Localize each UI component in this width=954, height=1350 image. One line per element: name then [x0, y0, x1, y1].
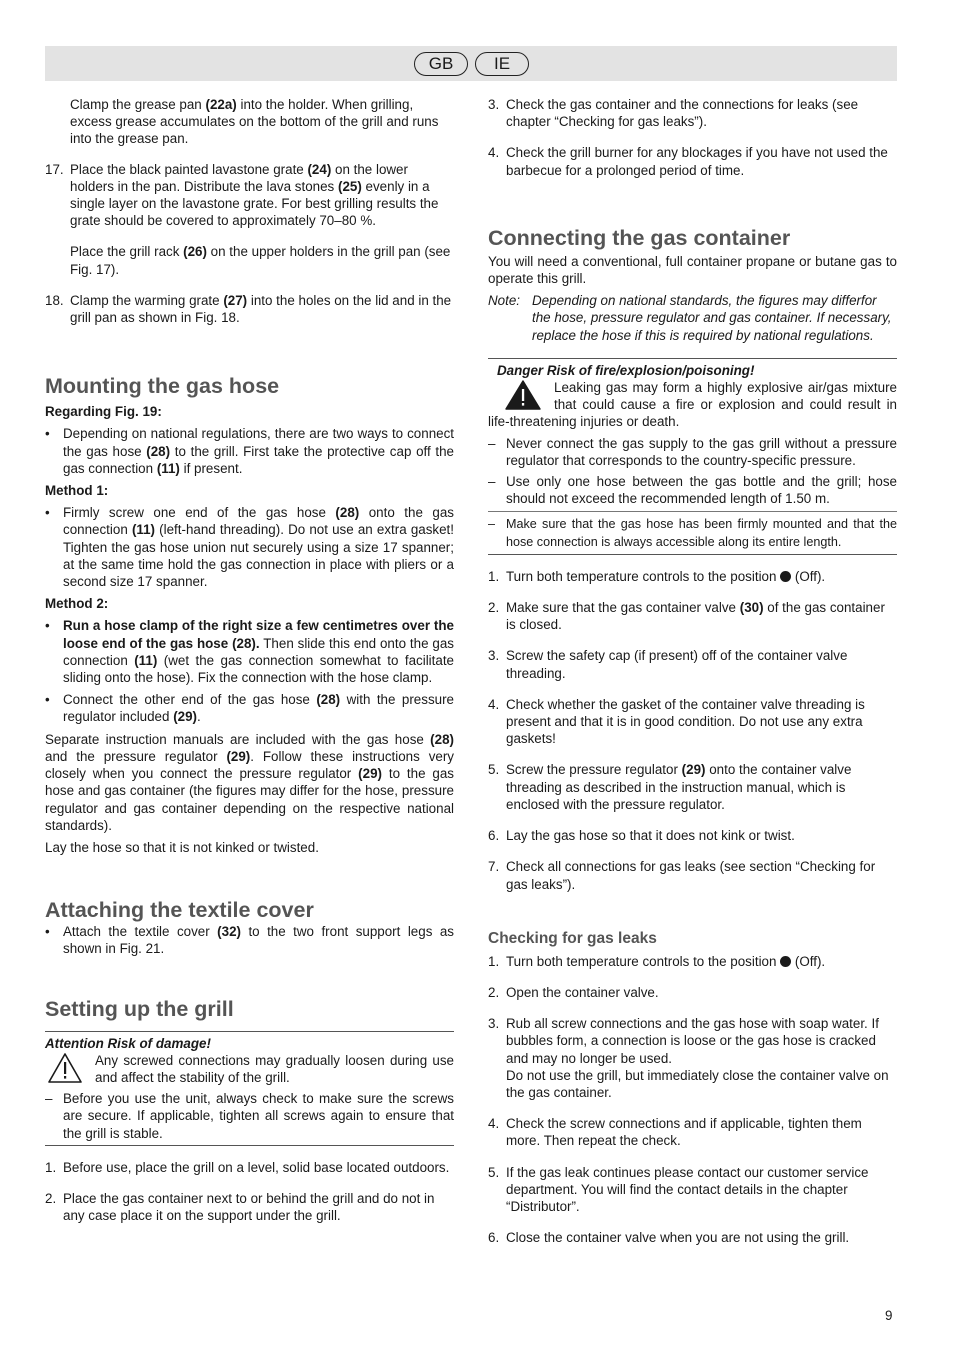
setup-step-2: [45, 1190, 454, 1224]
dash: –: [488, 474, 496, 490]
danger-dash-text: Use only one hose between the gas bottle and the grill; hose should not exceed the recommended length of 1.50 m.: [506, 474, 897, 507]
check-step-5: [488, 1164, 897, 1216]
language-badge-gb: GB: [414, 52, 468, 76]
step-text: Screw the pressure regulator (29) onto the container valve threading as described in the instruction manual, which is enclosed with the pressure regulator.: [506, 762, 852, 812]
list-item-text: Connect the other end of the gas hose (28) with the pressure regulator included (29).: [63, 692, 454, 725]
step-number: 2.: [488, 600, 500, 616]
step-number: 1.: [488, 953, 500, 969]
setup-step-1: [45, 1159, 454, 1176]
step-text: Check whether the gasket of the container valve threading is present and that it is in good condition. Do not use any extra gaskets!: [506, 696, 865, 747]
step-text: Screw the safety cap (if present) off of the container valve threading.: [506, 648, 848, 681]
dash: –: [488, 517, 496, 532]
list-item: [45, 691, 454, 725]
step-number: 2.: [488, 984, 500, 1000]
step-text: Rub all screw connections and the gas hose with soap water. If bubbles form, a connection is loose or the gas hose is cracked and may no longer be used.: [506, 1016, 879, 1066]
left-column: [45, 96, 454, 1224]
step-text-extra: Place the grill rack (26) on the upper holders in the grill pan (see Fig. 17).: [70, 244, 451, 277]
step-number: 3.: [488, 97, 500, 112]
reference-number: (32): [217, 924, 241, 940]
danger-box: [488, 358, 897, 555]
step-text: If the gas leak continues please contact our customer service department. You will find the contact details in the chapter “Distributor”.: [506, 1164, 869, 1214]
step-number: 4.: [488, 1116, 500, 1132]
danger-dash-item: [488, 511, 897, 550]
check-step-6: [488, 1229, 897, 1246]
paragraph-separate-manuals: Separate instruction manuals are included with the gas hose (28) and the pressure regulator (29). Follow these instructions very closely when you connect the pressure regulator (29) to the gas hose and gas container (the figures may differ for the hose, pressure regulator and gas container depending on the respective national standards).: [45, 731, 454, 833]
step-text-part: Turn both temperature controls to the position: [506, 953, 781, 969]
note-text: Depending on national standards, the figures may differfor the hose, pressure regulator and gas container. If necessary, replace the hose if this is required by national regulations.: [532, 293, 892, 343]
step-text: Place the gas container next to or behind the grill and do not in any case place it on the support under the grill.: [63, 1190, 435, 1224]
connect-step-7: [488, 858, 897, 892]
bullet: •: [45, 426, 50, 442]
bullet: •: [45, 924, 50, 940]
step-number: 18.: [45, 292, 64, 308]
step-text: Check the gas container and the connections for leaks (see chapter “Checking for gas leaks”).: [506, 97, 859, 130]
reference-number: (30): [739, 600, 764, 616]
reference-number: (26): [183, 244, 207, 260]
danger-title: Danger Risk of fire/explosion/poisoning!: [497, 362, 755, 378]
step-number: 3.: [488, 648, 500, 664]
step-text-extra: Do not use the grill, but immediately close the container valve on the gas container.: [506, 1067, 889, 1100]
step-text: [506, 953, 897, 970]
step-text-part: Turn both temperature controls to the position: [506, 568, 781, 584]
step-number: 3.: [488, 1016, 500, 1032]
list-item: [45, 617, 454, 686]
note-block: [488, 292, 897, 344]
heading-setting-up-grill: Setting up the grill: [45, 996, 234, 1021]
check-step-2: [488, 984, 897, 1001]
setup-step-4: [488, 144, 897, 178]
bullet: •: [45, 505, 50, 521]
connect-step-3: [488, 647, 897, 681]
step-number: 7.: [488, 859, 500, 875]
reference-number: (11): [131, 522, 156, 538]
attention-text: Any screwed connections may gradually loosen during use and affect the stability of the grill.: [95, 1052, 454, 1085]
list-item: [45, 425, 454, 477]
danger-dash-text: Make sure that the gas hose has been firmly mounted and that the hose connection is always accessible along its entire length.: [506, 517, 897, 549]
step-text-part: (Off).: [791, 953, 826, 969]
dash: –: [488, 435, 496, 451]
list-item-text: Run a hose clamp of the right size a few centimetres over the loose end of the gas hose (28). Then slide this end onto the gas connection (11) (wet the gas connection somewhat to facilitate sliding onto the hose). Fix the connection with the hose clamp.: [63, 618, 454, 686]
step-number: 1.: [488, 568, 500, 584]
check-step-1: [488, 953, 897, 970]
reference-number: (28): [430, 731, 454, 747]
step-text: Clamp the warming grate (27) into the holes on the lid and in the grill pan as shown in Fig. 18.: [70, 292, 452, 326]
bullet: •: [45, 692, 50, 708]
step-text: Before use, place the grill on a level, solid base located outdoors.: [63, 1159, 450, 1175]
page-number: 9: [885, 1308, 893, 1323]
danger-body: [488, 379, 897, 431]
subheading-method-1: Method 1:: [45, 483, 109, 499]
paragraph-grease-pan: Clamp the grease pan (22a) into the holder. When grilling, excess grease accumulates on the bottom of the grill and runs into the grease pan.: [70, 97, 439, 147]
connect-step-5: [488, 761, 897, 813]
list-item: [45, 504, 454, 590]
reference-number: (29): [226, 748, 251, 764]
reference-number: (11): [134, 652, 158, 668]
connect-step-4: [488, 696, 897, 748]
attention-box: [45, 1031, 454, 1146]
attention-title: Attention Risk of damage!: [45, 1035, 211, 1051]
step-number: 5.: [488, 1164, 500, 1180]
reference-number: (27): [223, 292, 248, 308]
reference-number: (25): [337, 178, 362, 194]
off-position-icon: [780, 571, 791, 582]
subheading-method-2: Method 2:: [45, 596, 109, 612]
step-number: 2.: [45, 1190, 57, 1206]
step-18: [45, 292, 454, 326]
attention-body: [45, 1052, 454, 1086]
language-badge-ie: IE: [475, 52, 529, 76]
reference-number: (24): [307, 161, 332, 177]
reference-number: (28): [335, 505, 360, 521]
heading-checking-gas-leaks: Checking for gas leaks: [488, 929, 657, 947]
reference-number: (28): [316, 692, 341, 708]
step-text: Open the container valve.: [506, 984, 659, 1000]
danger-dash-text: Never connect the gas supply to the gas grill without a pressure regulator that corresponds to the country-specific pressure.: [506, 435, 897, 468]
dash: –: [45, 1091, 53, 1107]
paragraph-connect-intro: You will need a conventional, full container propane or butane gas to operate this grill.: [488, 253, 897, 287]
setup-step-3: [488, 96, 897, 130]
step-text: Check the grill burner for any blockages if you have not used the barbecue for a prolonged period of time.: [506, 145, 888, 178]
step-number: 5.: [488, 762, 500, 778]
reference-number: (22a): [205, 97, 237, 112]
step-number: 6.: [488, 1230, 500, 1246]
paragraph-lay-hose: Lay the hose so that it is not kinked or twisted.: [45, 839, 319, 855]
check-step-3: [488, 1015, 897, 1101]
reference-number: (29): [358, 766, 382, 782]
step-text: Check the screw connections and if applicable, tighten them more. Then repeat the check.: [506, 1116, 862, 1149]
step-text-part: (Off).: [791, 568, 826, 584]
list-item-text: Depending on national regulations, there are two ways to connect the gas hose (28) to the grill. First take the protective cap off the gas connection (11) if present.: [63, 426, 454, 476]
reference-number: (29): [681, 762, 706, 778]
list-item: [45, 923, 454, 957]
heading-mounting-gas-hose: Mounting the gas hose: [45, 374, 280, 399]
step-text: Close the container valve when you are not using the grill.: [506, 1230, 850, 1246]
attention-dash-item: [45, 1090, 454, 1142]
warning-outline-icon: [45, 1052, 95, 1084]
header-bar: [45, 46, 897, 81]
step-number: 4.: [488, 696, 500, 712]
step-text: Make sure that the gas container valve (30) of the gas container is closed.: [506, 600, 885, 633]
reference-number: (29): [173, 709, 198, 725]
step-number: 1.: [45, 1159, 57, 1175]
connect-step-6: [488, 827, 897, 844]
step-text: Lay the gas hose so that it does not kink or twist.: [506, 828, 795, 844]
connect-step-1: [488, 568, 897, 585]
step-number: 6.: [488, 828, 500, 844]
reference-number: (28): [146, 443, 171, 459]
bullet: •: [45, 618, 50, 634]
step-text: Check all connections for gas leaks (see section “Checking for gas leaks”).: [506, 859, 876, 892]
danger-text: Leaking gas may form a highly explosive air/gas mixture that could cause a fire or explosion and could result in life-threatening injuries or death.: [488, 380, 897, 430]
heading-connecting-gas-container: Connecting the gas container: [488, 225, 791, 250]
warning-filled-icon: [488, 379, 554, 411]
step-text: Place the black painted lavastone grate (24) on the lower holders in the pan. Distribute the lava stones (25) evenly in a single layer on the lavastone grate. For best grilling results the grate should be covered to approximately 70–80 %.: [70, 161, 439, 229]
step-number: 17.: [45, 161, 64, 177]
off-position-icon: [780, 956, 791, 967]
subheading-regarding-fig: Regarding Fig. 19:: [45, 404, 162, 420]
check-step-4: [488, 1115, 897, 1149]
list-item-text: Attach the textile cover (32) to the two front support legs as shown in Fig. 21.: [63, 924, 454, 957]
danger-dash-item: [488, 435, 897, 469]
danger-dash-item: [488, 473, 897, 507]
connect-step-2: [488, 599, 897, 633]
list-item-text: Firmly screw one end of the gas hose (28) onto the gas connection (11) (left-hand threading). Do not use an extra gasket! Tighten the gas hose union nut securely using a size 17 spanner; at the same time hold the gas connection in place with pliers or a second size 17 spanner.: [63, 505, 454, 590]
attention-dash-text: Before you use the unit, always check to make sure the screws are secure. If applicable, tighten all screws again to ensure that the grill is stable.: [63, 1091, 454, 1141]
right-column: [488, 96, 897, 1246]
step-17: [45, 161, 454, 278]
step-number: 4.: [488, 145, 500, 161]
reference-number: Run a hose clamp of the right size a few centimetres over the loose end of the gas hose (28).: [63, 618, 454, 651]
heading-textile-cover: Attaching the textile cover: [45, 898, 314, 923]
reference-number: (11): [156, 460, 180, 476]
step-text: [506, 568, 897, 585]
note-label: Note:: [488, 293, 521, 309]
